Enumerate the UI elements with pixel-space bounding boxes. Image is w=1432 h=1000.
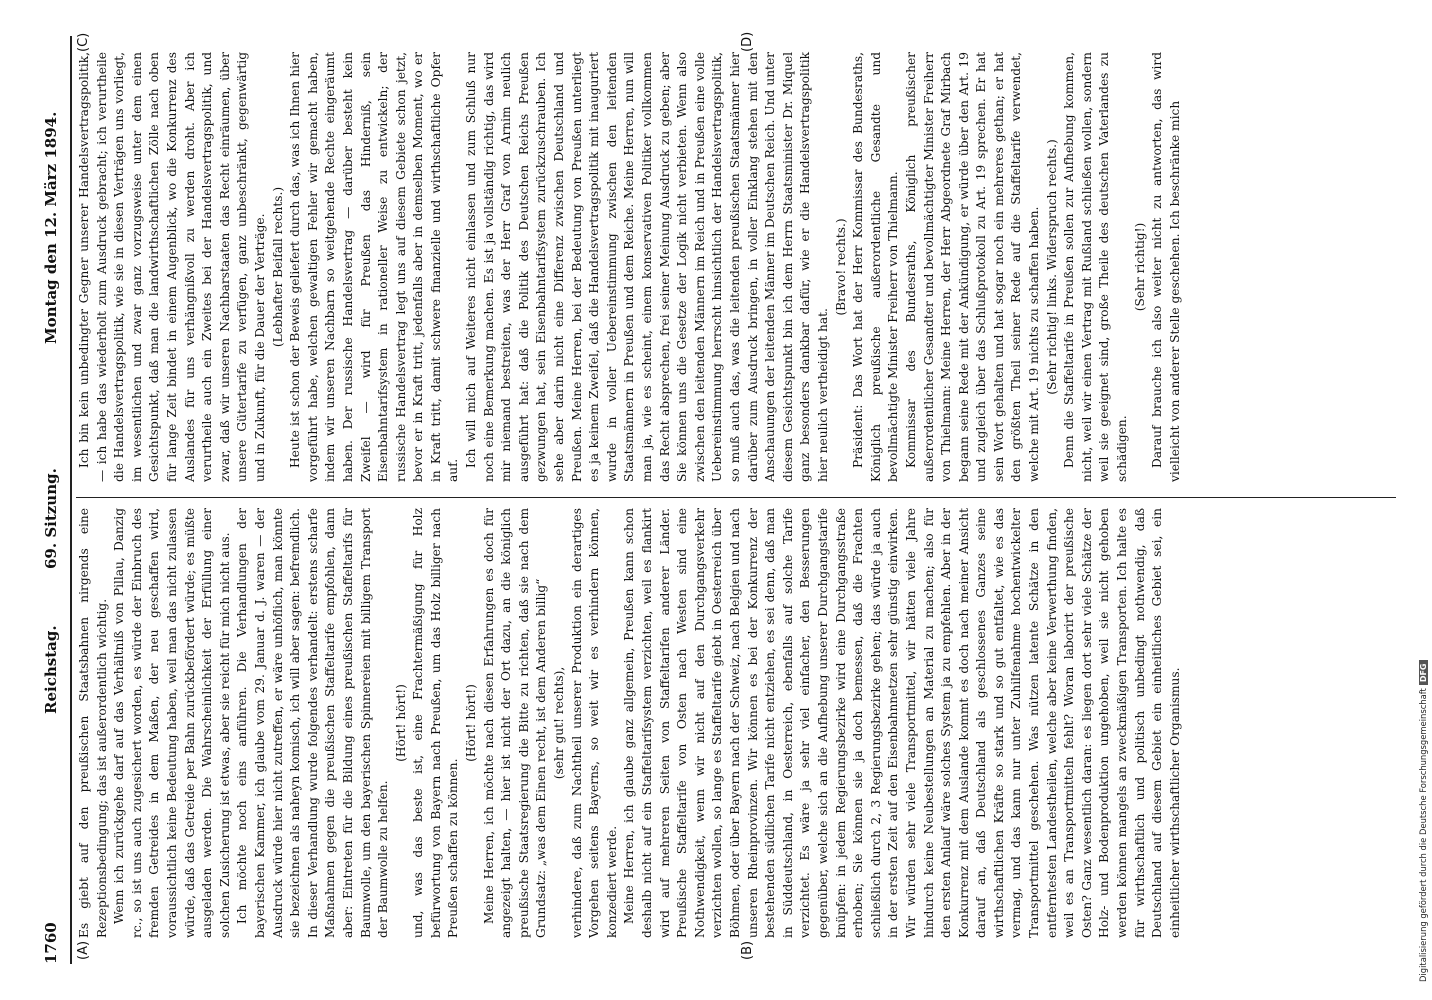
column-divider: [76, 497, 1396, 498]
dfg-logo: DFG: [1419, 661, 1428, 686]
paragraph: Meine Herren, ich glaube ganz allgemein, Preußen kann schon deshalb nicht auf ein Staffeltarifsystem verzichten, weil es flankirt wird auf mehreren Seiten von Staffeltarifen anderer Länder. Preußische Staffeltarife von Osten nach Westen sind eine Nothwendigkeit, wenn wir nicht auf den Durchgangsverkehr verzichten wollen, so lange es Staffeltarife giebt in Oesterreich über Böhmen, oder über Bayern nach der Schweiz, nach Belgien und nach unseren Rheinprovinzen. Wir können es bei der Konkurrenz der bestehenden südlichen Tarife nicht entziehen, es sei denn, daß man in Süddeutschland, in Oesterreich, ebenfalls auf solche Tarife verzichtet. Es wäre ja sehr viel einfacher, den Besserungen gegenüber, welche sich an die Aufhebung unserer Durchgangstarife knüpfen: in jedem Regierungsbezirke wird eine Durchgangsstraße erhoben; Sie können sie ja doch bemessen, daß die Frachten schließlich durch 2, 3 Regierungsbezirke gehen; das würde ja auch in der ersten Zeit auf den Eisenbahnnetzen sehr günstig einwirken. Wir würden sehr viele Transportmittel, wir hätten viele Jahre hindurch keine Neubestellungen an Material zu machen; also für den ersten Anlauf wäre solches System ja zu empfehlen. Aber in der Konkurrenz mit dem Auslande kommt es doch nach meiner Ansicht darauf an, daß Deutschland als geschlossenes Ganzes seine wirthschaftlichen Kräfte so stark und so gut entfaltet, wie es das vermag, und das kann nur unter Zuhilfenahme hochentwickelter Transportmittel geschehen. Was nützen latente Schätze in den entferntesten Landestheilen, welche aber keine Verwerthung finden, weil es an Transportmitteln fehlt? Woran laborirt der preußische Osten? Ganz wesentlich daran: es liegen dort sehr viele Schätze der Holz- und Bodenproduktion ungehoben, weil sie nicht gehoben werden können mangels an zweckmäßigen Transporten. Ich halte es für wirthschaftlich und politisch unbedingt nothwendig, daß Deutschland auf diesem Gebiet ein einheitliches Gebiet sei, ein einheitlicher wirthschaftlicher Organismus.: [622, 508, 1182, 938]
interjection: (Lebhafter Beifall rechts.): [270, 186, 285, 348]
page-header: [42, 36, 68, 964]
speaker-paragraph: Kommissar des Bundesraths, Königlich preußischer außerordentlicher Gesandter und bevollmächtigter Minister Freiherr von Thielmann: Meine Herren, der Herr Abgeordnete Graf Mirbach begann seine Rede mit der Ankündigung, er würde über den Art. 19 und zugleich über das Schlußprotokoll zu Art. 19 sprechen. Er hat sein Wort gehalten und hat sogar noch ein mehreres gethan; er hat den größten Theil seiner Rede auf die Staffeltarife verwendet, welche mit Art. 19 nichts zu schaffen haben.: [903, 52, 1042, 482]
body-name: Reichstag.: [42, 625, 60, 714]
paragraph: Ich will mich auf Weiteres nicht einlassen und zum Schluß nur noch eine Bemerkung machen. Es ist ja vollständig richtig, das wird mir niemand bestreiten, was der Herr Graf von Arnim neulich ausgeführt hat: daß die Politik des Deutschen Reichs Preußen gezwungen hat, sein Eisenbahntarifsystem zurückzuschrauben. Ich sehe aber darin nicht eine Differenz zwischen Deutschland und Preußen. Meine Herren, bei der Bedeutung von Preußen unterliegt es ja keinem Zweifel, daß die Handelsvertragspolitik mit inauguriert wurde in voller Uebereinstimmung zwischen den leitenden Staatsmännern in Preußen und dem Reiche. Meine Herren, nun will man ja, wie es scheint, einem konservativen Politiker vollkommen das Recht absprechen, frei seiner Meinung Ausdruck zu geben; aber Sie können uns die Gesetze der Logik nicht verbieten. Wenn also zwischen den leitenden Männern im Reich und in Preußen eine volle Uebereinstimmung herrscht hinsichtlich der Handelsvertragspolitik, so muß auch das, was die leitenden preußischen Staatsmänner hier darüber zum Ausdruck bringen, in voller Einklang stehen mit den Anschauungen der leitenden Männer im Deutschen Reich. Und unter diesem Gesichtspunkt bin ich dem Herrn Staatsminister Dr. Miquel ganz besonders dankbar dafür, wie er die Handelsvertragspolitik hier neulich vertheidigt hat.: [464, 52, 830, 482]
speaker-paragraph: Präsident: Das Wort hat der Herr Kommissar des Bundesraths, Königlich preußische außerordentliche Gesandte und bevollmächtigte Minister Freiherr von Thielmann.: [851, 52, 901, 482]
interjection: (Hört! hört!): [393, 684, 408, 762]
paragraph: Darauf brauche ich also weiter nicht zu antworten, das wird vielleicht von anderer Stelle geschehen. Ich beschränke mich: [1150, 52, 1182, 482]
session-label: 69. Sitzung.: [42, 468, 60, 569]
left-column: [76, 508, 1184, 938]
paragraph: Es giebt auf den preußischen Staatsbahnen nirgends eine Rezeptionsbedingung; das ist außerordentlich wichtig.: [77, 508, 109, 938]
paragraph: verhindere, daß zum Nachtheil unserer Produktion ein derartiges Vorgehen seitens Bayerns, so weit wir es verhindern können, konzediert werde.: [569, 508, 619, 938]
paragraph: Heute ist schon der Beweis geliefert durch das, was ich Ihnen hier vorgeführt habe, welchen gewaltigen Fehler wir gemacht haben, indem wir unseren Nachbarn so weitgehende Rechte eingeräumt haben. Der russische Handelsvertrag — darüber besteht kein Zweifel — wird für Preußen das Hinderniß, sein Eisenbahntarifsystem in rationeller Weise zu entwickeln; der russische Handelsvertrag legt uns auf diesem Gebiete schon jetzt, bevor er in Kraft tritt, jedenfalls aber in demselben Moment, wo er in Kraft tritt, damit schwere finanzielle und wirthschaftliche Opfer auf.: [288, 52, 461, 482]
interjection: (Hört! hört!): [464, 684, 479, 762]
interjection: (Bravo! rechts.): [833, 218, 848, 316]
margin-mark-d: (D): [740, 31, 755, 52]
interjection: (Sehr richtig!): [1132, 222, 1147, 312]
paragraph: Wenn ich zurückgehe darf auf das Verhältniß von Pillau, Danzig rc., so ist uns auch zugesichert worden, es würde der Einbruch des fremden Getreides in dem Maßen, der neu geschaffen wird, voraussichtlich keine Bedeutung haben, weil man das nicht zulassen würde, daß das Getreide per Bahn zurückbefördert würde; es müßte ausgeladen werden. Die Wahrscheinlichkeit der Erfüllung einer solchen Zusicherung ist etwas, aber sie reicht für mich nicht aus.: [112, 508, 232, 938]
digitization-footer: [1418, 661, 1428, 983]
paragraph: Meine Herren, ich möchte nach diesen Erfahrungen es doch für angezeigt halten, — hier ist nicht der Ort dazu, an die königlich preußische Staatsregierung die Bitte zu richten, daß sie nach dem Grundsatz: „was dem Einen recht, ist dem Anderen billig“: [481, 508, 549, 938]
session-date: Montag den 12. März 1894.: [42, 111, 60, 344]
margin-mark-b: (B): [740, 940, 755, 960]
margin-mark-c: (C): [76, 32, 91, 52]
page-number: 1760: [42, 922, 60, 964]
right-column: [76, 52, 1184, 482]
interjection: (Sehr richtig! links. Widerspruch rechts.): [1044, 139, 1059, 395]
paragraph: Ich möchte noch eins anführen. Die Verhandlungen der bayerischen Kammer, ich glaube vom 29. Januar d. J. waren — der Ausdruck würde hier nicht zutreffen, er wäre unhöflich, man könnte sie bezeichnen als naheyn komisch, ich will aber sagen: befremdlich. In dieser Verhandlung wurde folgendes verhandelt: erstens scharfe Maßnahmen gegen die preußischen Staffeltarife empfohlen, dann aber: Eintreten für die Bildung eines preußischen Staffeltarifs für Baumwolle, um den bayerischen Spinnereien mit billigem Transport der Baumwolle zu helfen.: [235, 508, 391, 938]
paragraph: und, was das beste ist, eine Frachtermäßigung für Holz befürwortung von Bayern nach Preußen, um das Holz billiger nach Preußen schaffen zu können.: [411, 508, 461, 938]
margin-mark-a: (A): [76, 940, 91, 960]
interjection: (sehr gut! rechts),: [552, 666, 567, 780]
footer-text: Digitalisierung gefördert durch die Deutsche Forschungsgemeinschaft: [1418, 688, 1428, 982]
header-rule: [70, 36, 72, 964]
paragraph: Denn die Staffeltarife in Preußen sollen zur Aufhebung kommen, nicht, weil wir einen Vertrag mit Rußland schließen wollen, sondern weil sie geeignet sind, große Theile des deutschen Vaterlandes zu schädigen.: [1062, 52, 1130, 482]
paragraph: Ich bin kein unbedingter Gegner unserer Handelsvertragspolitik, — ich habe das wiederholt zum Ausdruck gebracht; ich verurtheile die Handelsvertragspolitik, wie sie in diesen Verträgen uns vorliegt, im wesentlichen und zwar ganz vorzugsweise unter dem einen Gesichtspunkt, daß man die landwirthschaftlichen Zölle nach oben für lange Zeit bindet in einem Augenblick, wo die Konkurrenz des Auslandes für uns verhängnißvoll zu werden droht. Aber ich verurtheile auch ein Zweites bei der Handelsvertragspolitik, und zwar, daß wir unseren Nachbarstaaten das Recht einräumen, über unsere Gütertarife zu verfügen, ganz unbeschränkt, gegenwärtig und in Zukunft, für die Dauer der Verträge.: [77, 52, 267, 482]
